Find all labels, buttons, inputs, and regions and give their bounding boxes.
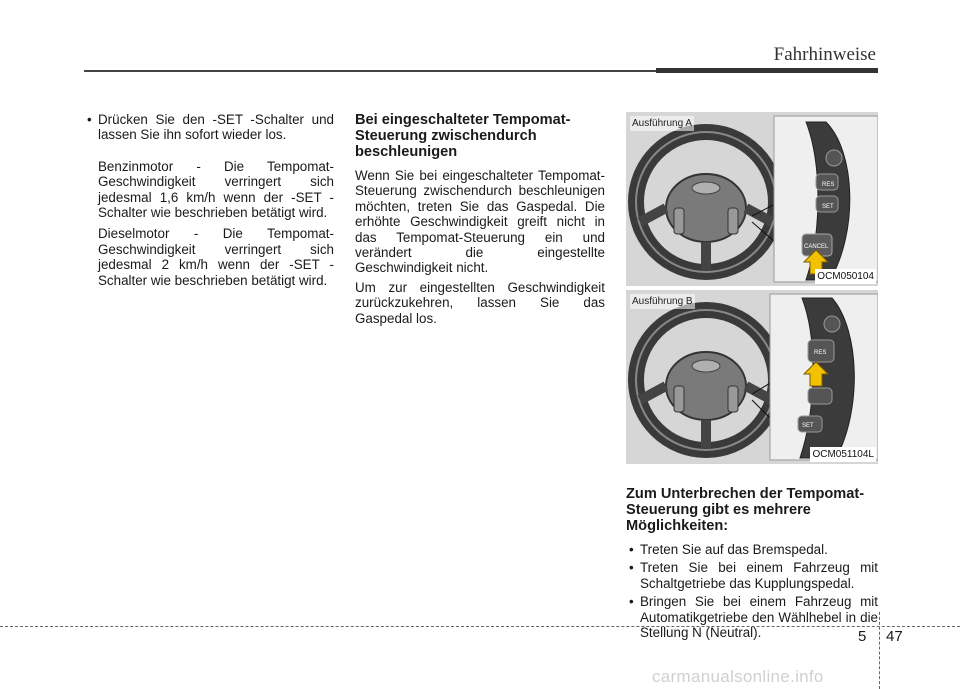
section-heading-interrupt: Zum Unterbrechen der Tempomat-Steuerung gibt es mehrere Möglichkeiten: xyxy=(626,486,865,534)
button-set-a: SET xyxy=(822,204,834,210)
steering-wheel-a-illustration xyxy=(626,112,878,286)
bullet-press-set: • Drücken Sie den -SET -Schalter und lassen Sie ihn sofort wieder los. xyxy=(84,112,334,143)
footer-rule xyxy=(0,626,960,627)
button-set-b: SET xyxy=(802,423,814,429)
accelerate-paragraph-1: Wenn Sie bei eingeschalteter Tempomat-Steuerung zwischendurch beschleunigen möchten, treten Sie das Gaspedal. Die erhöhte Geschwindigkeit greift nicht in das Tempomat-Steuerung ein und verändert die eingestellte Geschwindigkeit nicht. xyxy=(355,168,605,276)
column-middle xyxy=(355,112,605,330)
footer-divider xyxy=(879,612,880,689)
steering-wheel-b-illustration xyxy=(626,290,878,464)
figure-version-b xyxy=(626,290,878,464)
figure-a-code: OCM050104 xyxy=(815,269,876,284)
accelerate-paragraph-2: Um zur eingestellten Geschwindigkeit zurückzukehren, lassen Sie das Gaspedal los. xyxy=(355,279,605,326)
button-cancel-a: CANCEL xyxy=(804,244,829,250)
column-right xyxy=(626,112,878,643)
button-res-b: RES xyxy=(814,350,827,356)
page-header-title: Fahrhinweise xyxy=(773,44,876,65)
header-rule-accent xyxy=(656,68,878,73)
interrupt-bullet-neutral: • Bringen Sie bei einem Fahrzeug mit Automatikgetriebe den Wählhebel in die Stellung N (Neutral). xyxy=(626,594,878,640)
figure-b-code: OCM051104L xyxy=(810,447,876,462)
watermark-text: carmanualsonline.info xyxy=(652,667,824,686)
header-rule xyxy=(84,70,656,72)
benzin-note: Benzinmotor - Die Tempomat-Geschwindigkeit verringert sich jedesmal 1,6 km/h wenn der -SET -Schalter wie beschrieben betätigt wird. xyxy=(98,158,334,221)
page-number: 47 xyxy=(886,628,903,645)
figure-a-label: Ausführung A xyxy=(630,116,694,131)
figure-version-a xyxy=(626,112,878,286)
button-res-a: RES xyxy=(822,182,835,188)
figure-b-label: Ausführung B xyxy=(630,294,695,309)
column-left xyxy=(84,112,334,292)
section-heading-accelerate: Bei eingeschalteter Tempomat-Steuerung zwischendurch beschleunigen xyxy=(355,112,571,160)
chapter-number: 5 xyxy=(858,628,867,645)
interrupt-bullet-brake: • Treten Sie auf das Bremspedal. xyxy=(626,542,878,557)
diesel-note: Dieselmotor - Die Tempomat-Geschwindigkeit verringert sich jedesmal 2 km/h wenn der -SET -Schalter wie beschrieben betätigt wird. xyxy=(98,226,334,288)
interrupt-bullet-clutch: • Treten Sie bei einem Fahrzeug mit Schaltgetriebe das Kupplungspedal. xyxy=(626,560,878,591)
